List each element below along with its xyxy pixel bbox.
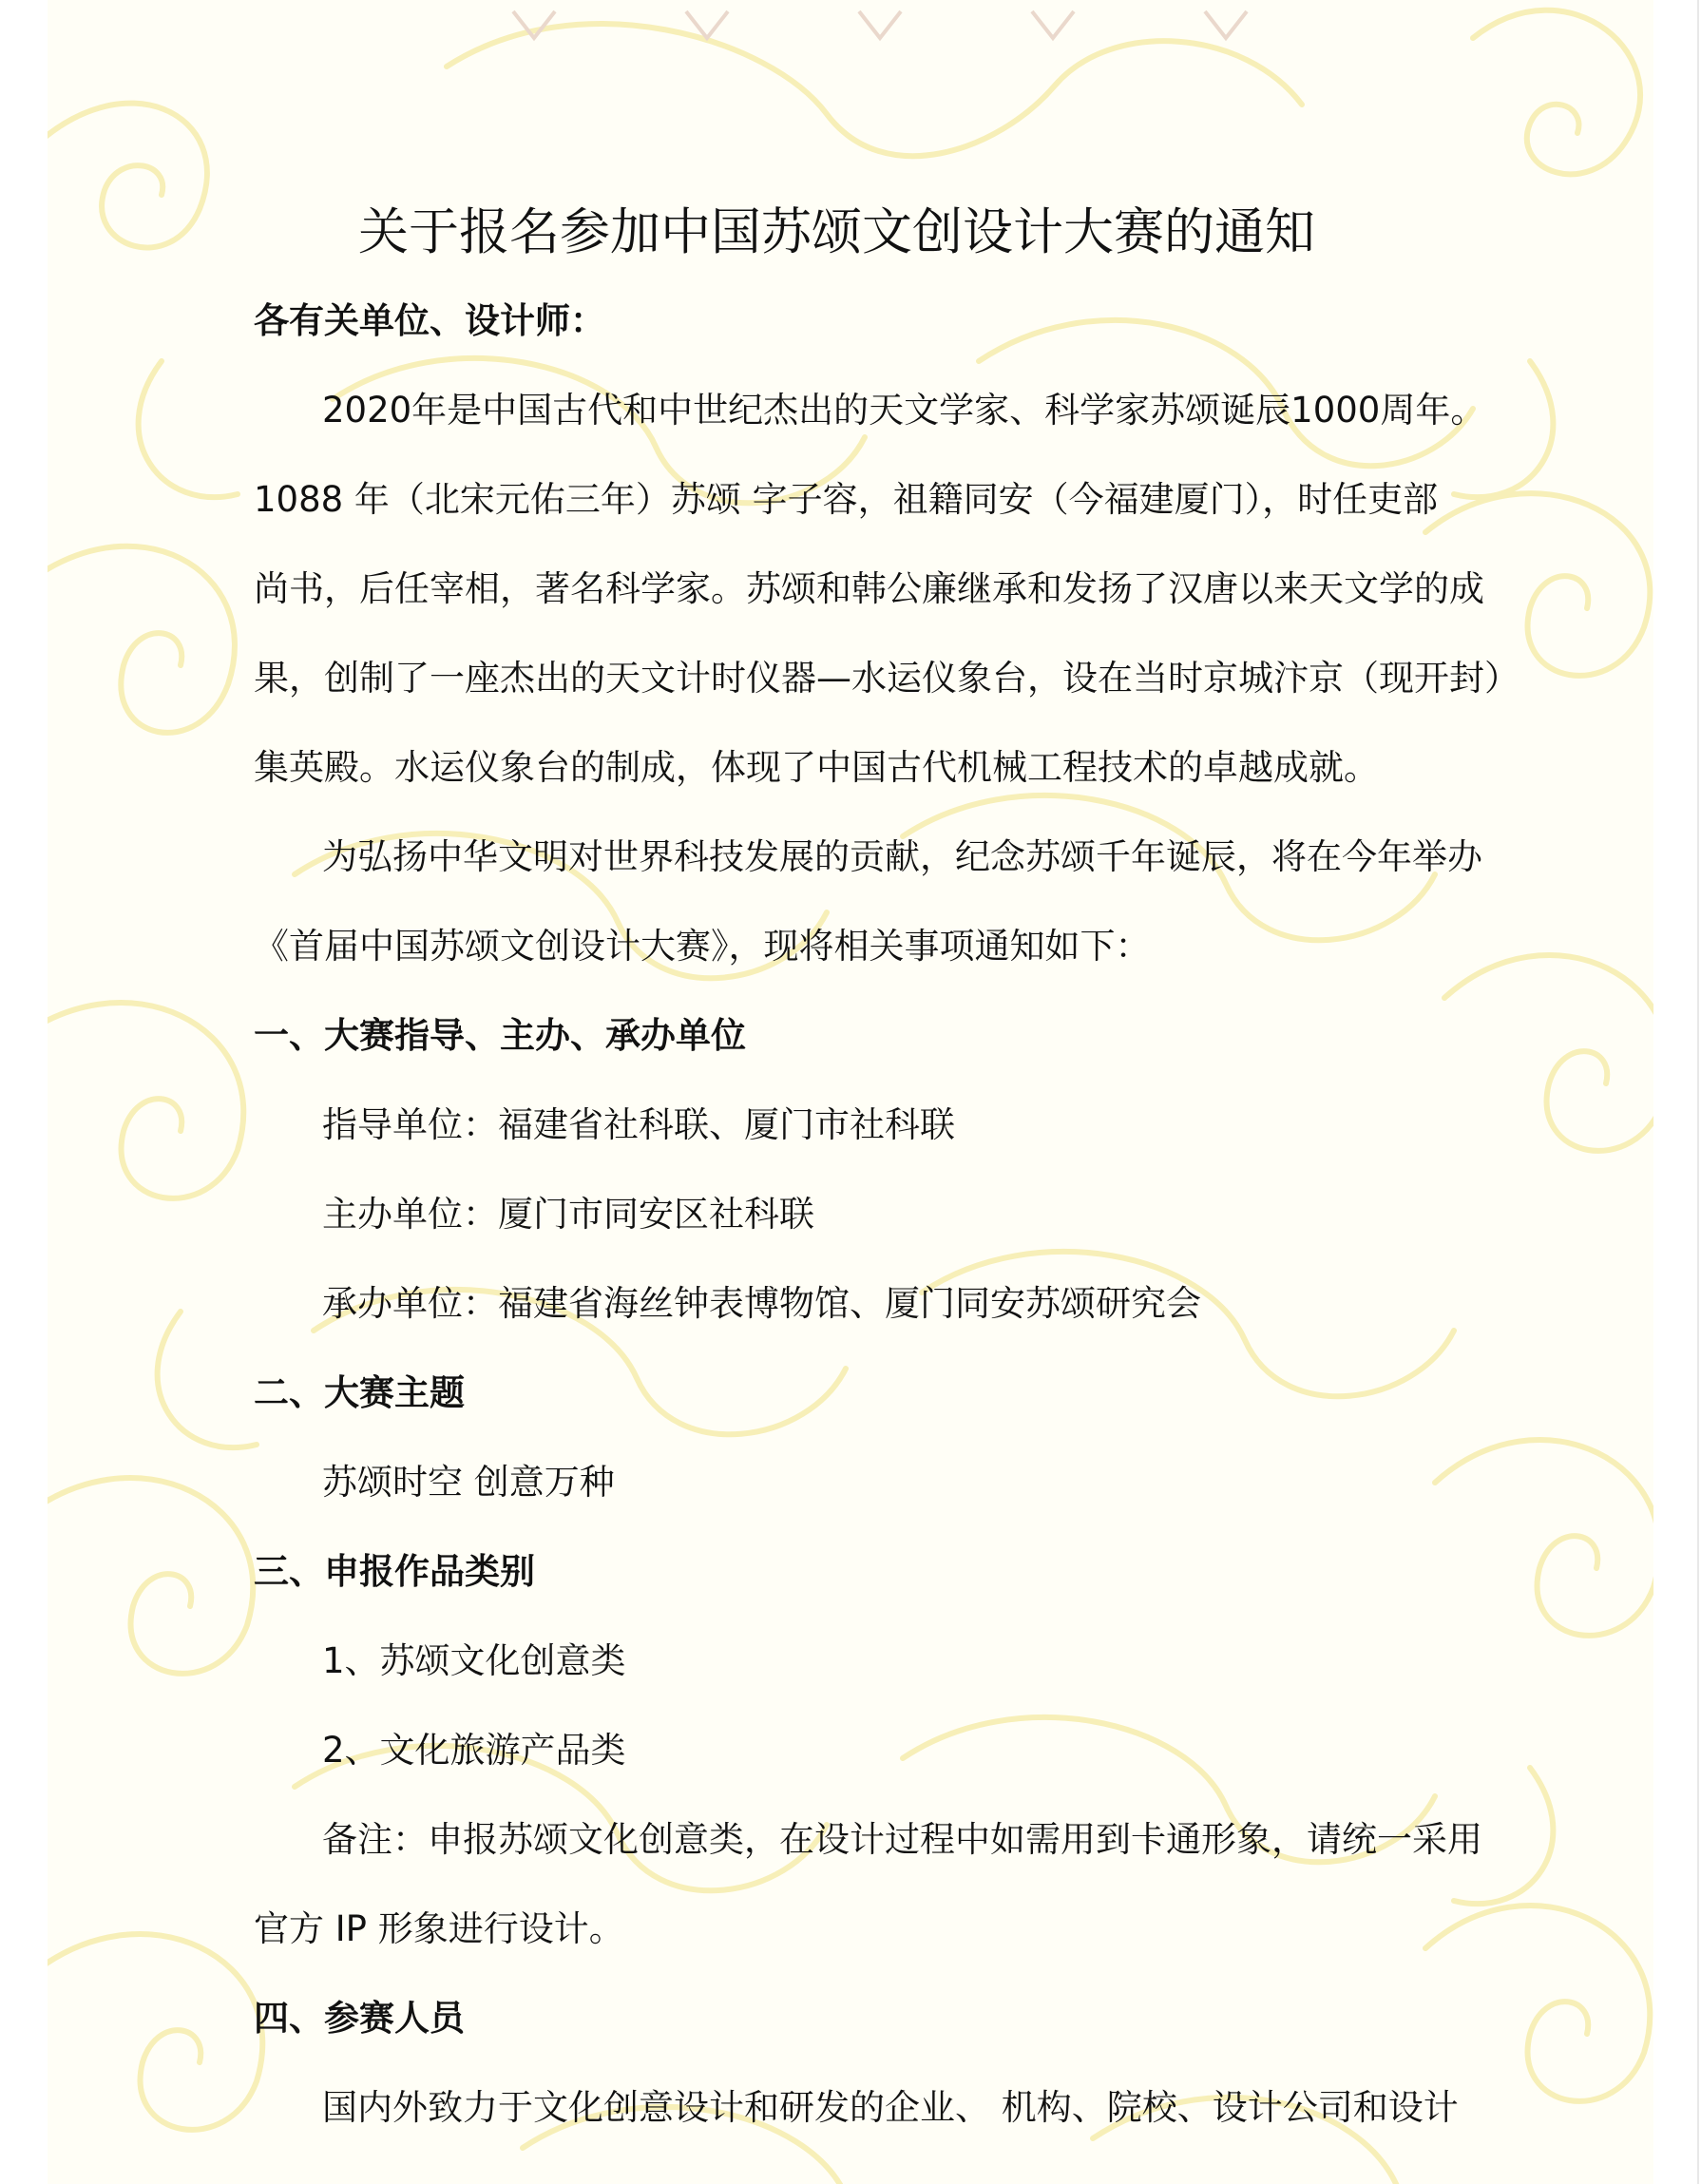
section-line: 官方 IP 形象进行设计。 — [254, 1908, 624, 1949]
section-heading: 二、大赛主题 — [254, 1372, 465, 1413]
paragraph-line: 1088 年（北宋元佑三年）苏颂 字子容，祖籍同安（今福建厦门），时任吏部 — [254, 479, 1439, 520]
section-line: 备注：申报苏颂文化创意类，在设计过程中如需用到卡通形象，请统一采用 — [322, 1819, 1482, 1860]
salutation: 各有关单位、设计师： — [254, 300, 605, 341]
document-title: 关于报名参加中国苏颂文创设计大赛的通知 — [358, 203, 1315, 261]
paragraph-line: 集英殿。水运仪象台的制成，体现了中国古代机械工程技术的卓越成就。 — [254, 747, 1379, 788]
paragraph-line: 果，创制了一座杰出的天文计时仪器—水运仪象台，设在当时京城汴京（现开封） — [254, 658, 1519, 699]
section-heading: 四、参赛人员 — [254, 1998, 465, 2039]
section-line: 苏颂时空 创意万种 — [322, 1462, 615, 1503]
section-line: 国内外致力于文化创意设计和研发的企业、 机构、院校、设计公司和设计 — [322, 2087, 1459, 2128]
section-line: 主办单位：厦门市同安区社科联 — [322, 1194, 814, 1235]
paragraph-line: 2020年是中国古代和中世纪杰出的天文学家、科学家苏颂诞辰1000周年。 — [322, 390, 1486, 431]
page-margin-right — [1653, 0, 1701, 2184]
section-heading: 三、申报作品类别 — [254, 1551, 535, 1592]
section-heading: 一、大赛指导、主办、承办单位 — [254, 1015, 746, 1056]
page-divider — [1697, 0, 1699, 2184]
paragraph-line: 尚书，后任宰相，著名科学家。苏颂和韩公廉继承和发扬了汉唐以来天文学的成 — [254, 568, 1484, 609]
section-line: 2、文化旅游产品类 — [322, 1730, 626, 1771]
paragraph-line: 《首届中国苏颂文创设计大赛》，现将相关事项通知如下： — [254, 926, 1151, 967]
paragraph-line: 为弘扬中华文明对世界科技发展的贡献，纪念苏颂千年诞辰，将在今年举办 — [322, 836, 1482, 877]
section-line: 指导单位：福建省社科联、厦门市社科联 — [322, 1104, 955, 1145]
section-line: 承办单位：福建省海丝钟表博物馆、厦门同安苏颂研究会 — [322, 1283, 1201, 1324]
section-line: 1、苏颂文化创意类 — [322, 1640, 626, 1681]
